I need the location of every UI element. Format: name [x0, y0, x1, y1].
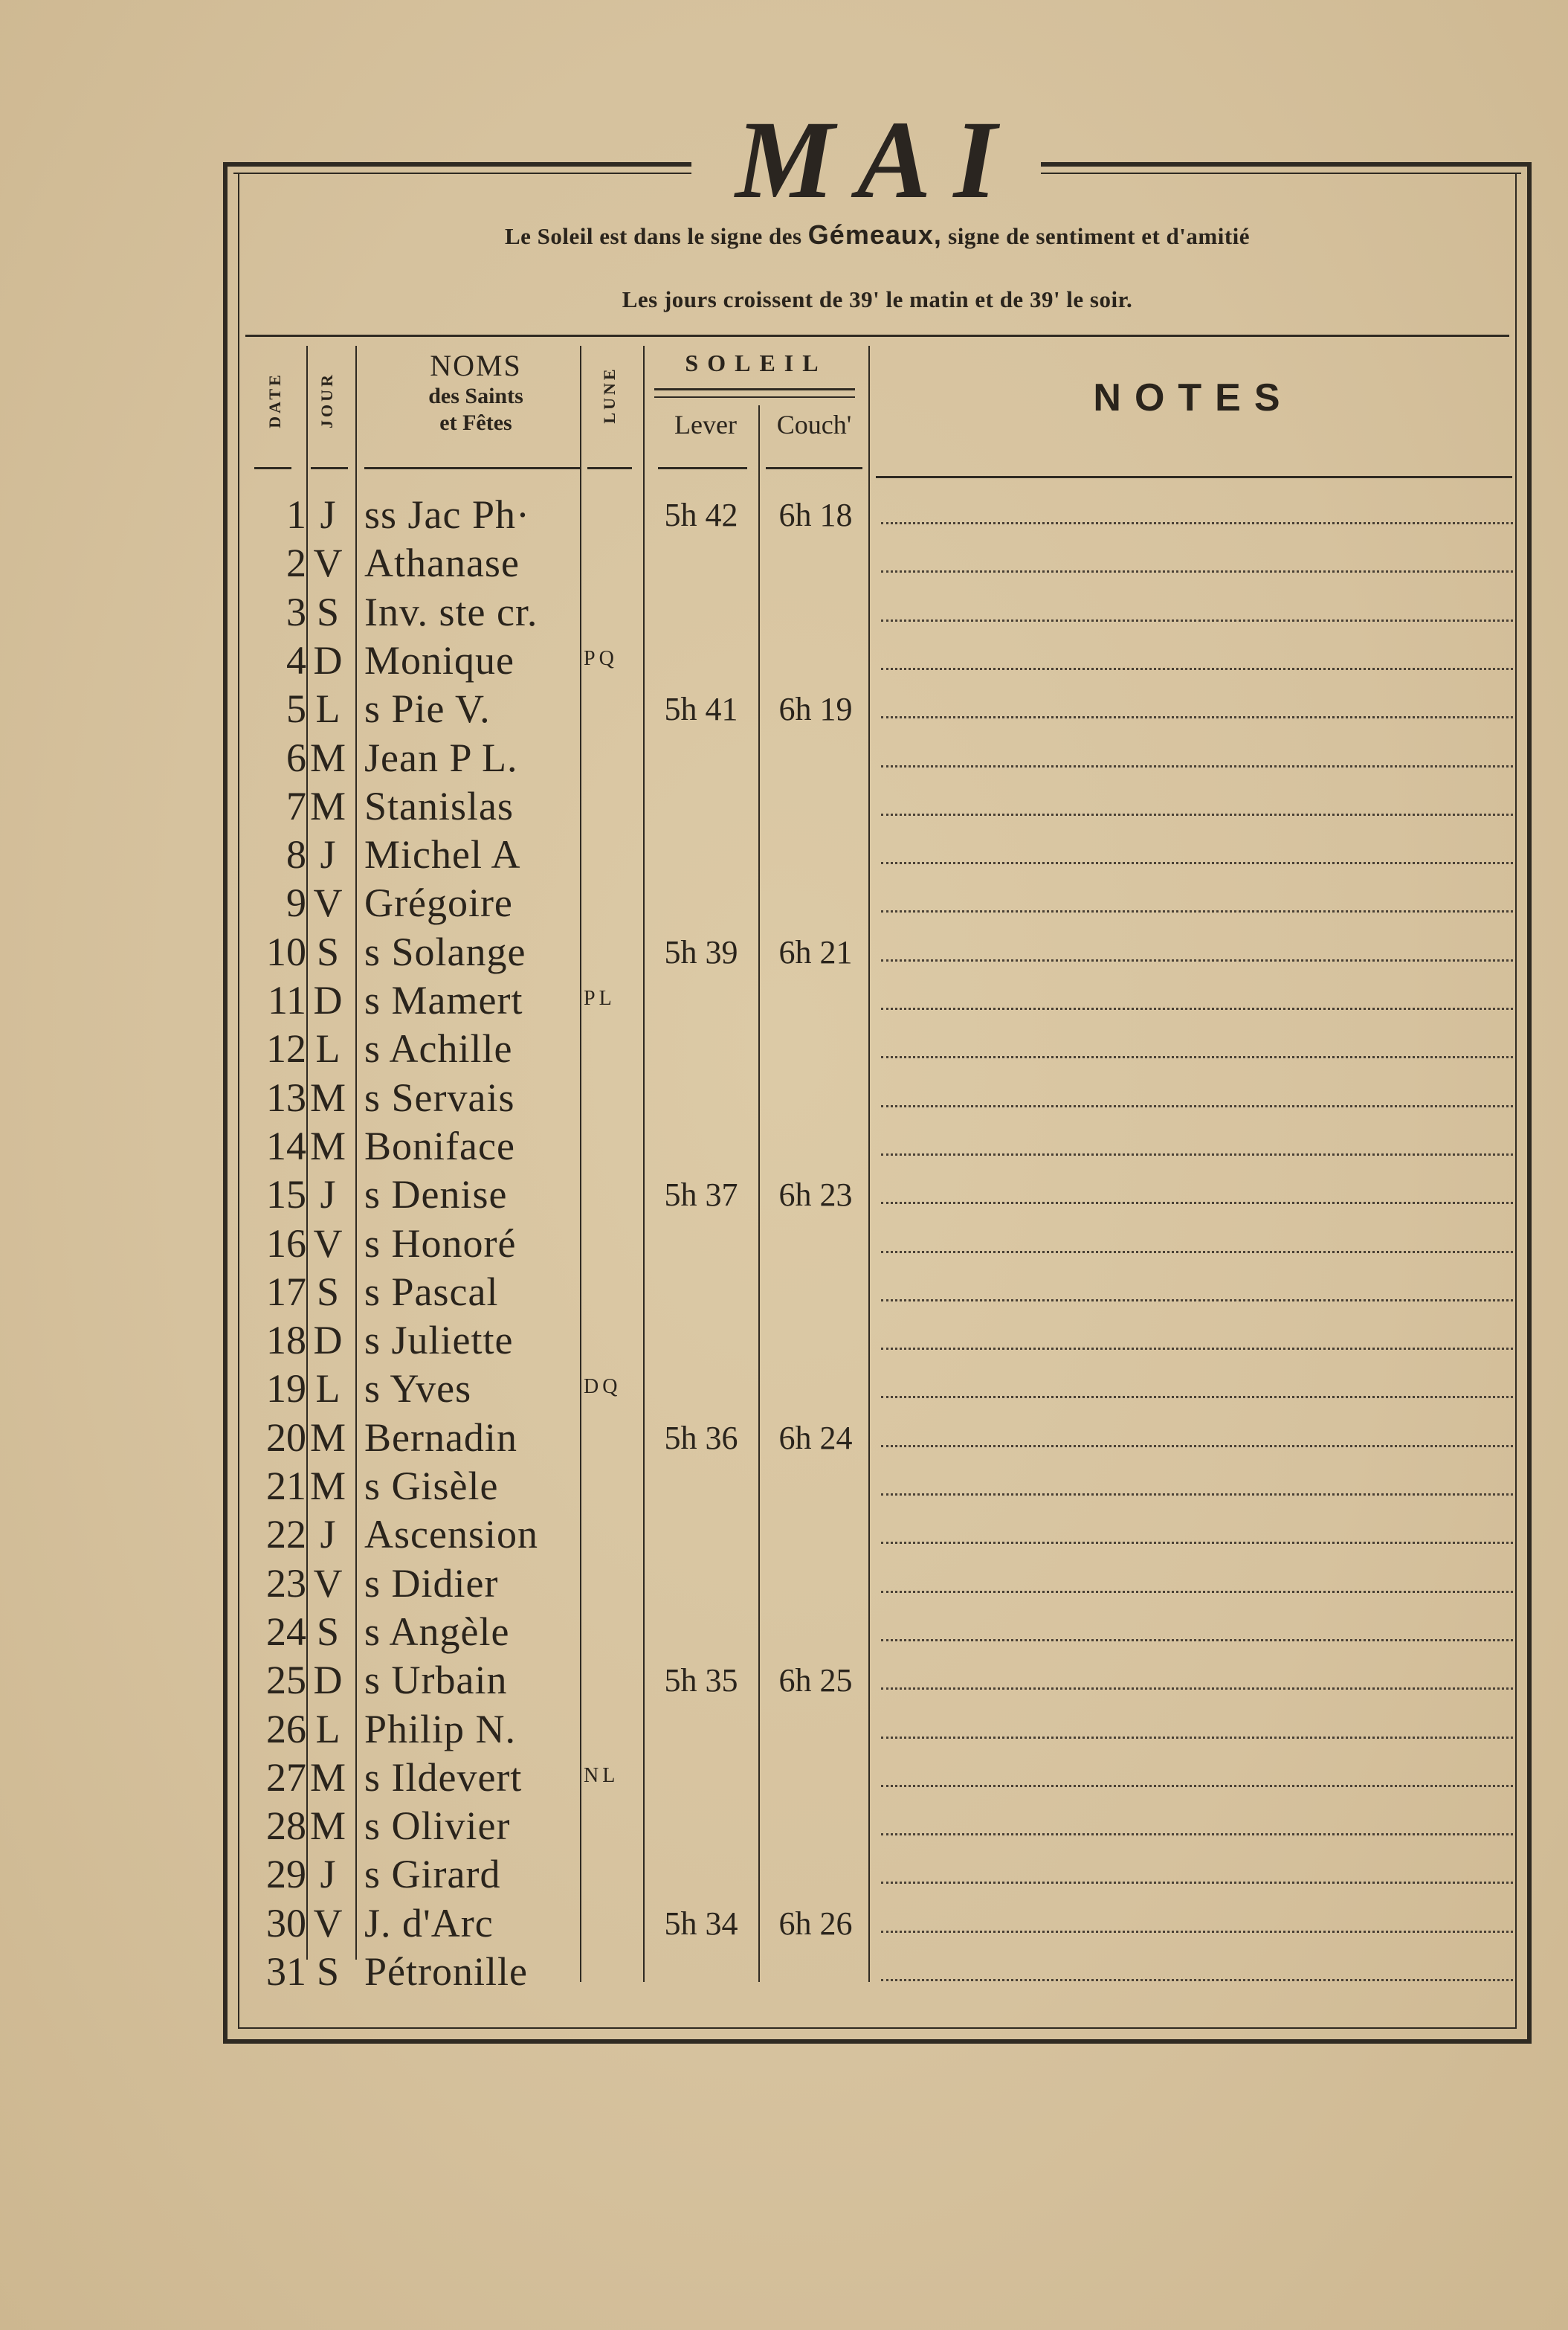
row-jour: S: [316, 1609, 340, 1654]
row-jour: M: [309, 783, 346, 828]
row-lever: 5h 36: [664, 1419, 738, 1456]
row-nom: s Pie V.: [364, 686, 491, 732]
row-nom: s Didier: [364, 1560, 499, 1606]
row-date: 24: [266, 1609, 306, 1654]
table-row: [0, 831, 1568, 879]
row-jour: J: [320, 832, 336, 878]
notes-line[interactable]: [881, 1056, 1513, 1058]
notes-line[interactable]: [881, 1493, 1513, 1496]
row-lune: DQ: [584, 1375, 622, 1399]
header-underline-notes: [876, 476, 1512, 478]
row-lever: 5h 42: [664, 497, 738, 533]
notes-line[interactable]: [881, 1591, 1513, 1593]
notes-line[interactable]: [881, 1445, 1513, 1447]
table-row: [0, 1025, 1568, 1073]
row-nom: s Urbain: [364, 1658, 508, 1703]
row-lever: 5h 41: [664, 691, 738, 728]
row-jour: L: [315, 1706, 341, 1751]
row-nom: s Servais: [364, 1075, 515, 1120]
row-lever: 5h 35: [664, 1662, 738, 1699]
row-jour: J: [320, 492, 336, 537]
row-jour: S: [316, 589, 340, 634]
row-jour: D: [313, 1658, 343, 1703]
row-nom: Stanislas: [364, 783, 514, 828]
table-row: [0, 1656, 1568, 1705]
row-nom: s Denise: [364, 1172, 508, 1217]
table-row: [0, 1608, 1568, 1656]
row-jour: S: [316, 1269, 340, 1314]
table-row: [0, 1754, 1568, 1802]
row-couch: 6h 18: [778, 497, 853, 533]
row-date: 4: [286, 637, 306, 683]
row-nom: Pétronille: [364, 1949, 528, 1994]
row-date: 29: [266, 1852, 306, 1897]
row-date: 31: [266, 1949, 306, 1994]
table-row: [0, 539, 1568, 588]
header-date: DATE: [265, 372, 284, 428]
sun-sign-before: Le Soleil est dans le signe des: [504, 223, 808, 249]
days-grow-line: Les jours croissent de 39' le matin et de 39' le soir.: [622, 286, 1133, 312]
header-noms-line2: des Saints: [428, 384, 523, 409]
row-date: 22: [266, 1512, 306, 1557]
row-nom: Grégoire: [364, 881, 513, 926]
row-jour: D: [313, 637, 343, 683]
notes-line[interactable]: [881, 668, 1513, 670]
header-underline-noms: [364, 467, 580, 469]
table-row: [0, 1220, 1568, 1268]
row-date: 7: [286, 783, 306, 828]
row-nom: J. d'Arc: [364, 1900, 494, 1946]
table-row: [0, 1316, 1568, 1365]
table-row: [0, 1365, 1568, 1413]
sun-sign-line: [312, 219, 1442, 251]
header-noms-line1: NOMS: [430, 349, 522, 382]
table-row: [0, 976, 1568, 1025]
row-date: 6: [286, 735, 306, 780]
notes-line[interactable]: [881, 716, 1513, 718]
table-row: [0, 734, 1568, 782]
row-date: 3: [286, 589, 306, 634]
row-jour: M: [309, 1415, 346, 1460]
row-nom: Philip N.: [364, 1706, 517, 1751]
header-couch: Couch': [776, 410, 852, 440]
row-nom: ss Jac Ph·: [364, 492, 530, 537]
row-nom: Bernadin: [364, 1415, 517, 1460]
header-underline-couch: [766, 467, 862, 469]
row-date: 23: [266, 1560, 306, 1606]
table-row: [0, 1462, 1568, 1510]
header-underline-jour: [311, 467, 348, 469]
notes-line[interactable]: [881, 1299, 1513, 1301]
table-row: [0, 491, 1568, 539]
notes-line[interactable]: [881, 1687, 1513, 1690]
soleil-rule-2: [654, 396, 855, 398]
page-title: MAI: [735, 98, 1019, 222]
row-date: 5: [286, 686, 306, 732]
row-date: 11: [268, 978, 306, 1023]
row-date: 17: [266, 1269, 306, 1314]
row-lever: 5h 39: [664, 933, 738, 971]
header-noms-line3: et Fêtes: [439, 410, 512, 435]
notes-line[interactable]: [881, 862, 1513, 864]
row-date: 15: [266, 1172, 306, 1217]
row-date: 2: [286, 541, 306, 586]
notes-line[interactable]: [881, 522, 1513, 524]
row-lever: 5h 37: [664, 1177, 738, 1214]
row-date: 19: [266, 1366, 306, 1412]
row-jour: J: [320, 1852, 336, 1897]
row-couch: 6h 25: [778, 1662, 853, 1699]
table-row: [0, 1510, 1568, 1559]
row-date: 10: [266, 929, 306, 974]
row-date: 16: [266, 1220, 306, 1266]
row-jour: M: [309, 1754, 346, 1800]
row-jour: V: [313, 1900, 343, 1946]
row-nom: s Girard: [364, 1852, 501, 1897]
header-underline-date: [254, 467, 291, 469]
notes-line[interactable]: [881, 1737, 1513, 1739]
table-row: [0, 1850, 1568, 1899]
row-date: 25: [266, 1658, 306, 1703]
row-couch: 6h 26: [778, 1905, 853, 1942]
table-row: [0, 1802, 1568, 1850]
row-nom: s Achille: [364, 1026, 513, 1072]
table-row: [0, 928, 1568, 976]
notes-line[interactable]: [881, 1105, 1513, 1107]
row-jour: M: [309, 735, 346, 780]
header-jour: JOUR: [317, 372, 336, 428]
row-nom: s Pascal: [364, 1269, 499, 1314]
notes-line[interactable]: [881, 619, 1513, 622]
row-date: 12: [266, 1026, 306, 1072]
row-date: 26: [266, 1706, 306, 1751]
row-nom: s Gisèle: [364, 1464, 499, 1508]
row-jour: D: [313, 978, 343, 1023]
table-row: [0, 1705, 1568, 1754]
row-jour: S: [316, 929, 340, 974]
row-nom: s Solange: [364, 929, 526, 974]
row-nom: s Yves: [364, 1366, 472, 1412]
notes-line[interactable]: [881, 1785, 1513, 1787]
sun-sign-after: signe de sentiment et d'amitié: [941, 223, 1251, 249]
row-date: 18: [266, 1318, 306, 1363]
notes-line[interactable]: [881, 1639, 1513, 1641]
notes-line[interactable]: [881, 570, 1513, 573]
row-couch: 6h 23: [778, 1177, 853, 1214]
table-row: [0, 1074, 1568, 1122]
row-date: 27: [266, 1754, 306, 1800]
notes-line[interactable]: [881, 1833, 1513, 1835]
header-lever: Lever: [674, 410, 737, 440]
table-row: [0, 637, 1568, 685]
row-nom: Michel A: [364, 832, 521, 878]
row-jour: V: [313, 881, 343, 926]
table-row: [0, 1899, 1568, 1948]
row-jour: V: [313, 1220, 343, 1266]
soleil-rule-1: [654, 388, 855, 390]
header-lune: LUNE: [600, 366, 619, 424]
row-nom: Athanase: [364, 541, 520, 586]
table-row: [0, 1948, 1568, 1996]
row-nom: s Angèle: [364, 1609, 510, 1654]
notes-line[interactable]: [881, 1153, 1513, 1156]
table-row: [0, 782, 1568, 831]
row-jour: J: [320, 1172, 336, 1217]
row-nom: Jean P L.: [364, 735, 518, 780]
notes-line[interactable]: [881, 1931, 1513, 1933]
row-lune: PQ: [584, 646, 618, 670]
row-jour: V: [313, 1560, 343, 1606]
notes-line[interactable]: [881, 1396, 1513, 1398]
row-jour: L: [315, 686, 341, 732]
row-nom: s Juliette: [364, 1318, 514, 1363]
table-row: [0, 685, 1568, 733]
notes-line[interactable]: [881, 959, 1513, 962]
row-lever: 5h 34: [664, 1905, 738, 1942]
table-row: [0, 879, 1568, 927]
notes-line[interactable]: [881, 1251, 1513, 1253]
row-jour: L: [315, 1026, 341, 1072]
row-couch: 6h 24: [778, 1419, 853, 1456]
row-date: 1: [286, 492, 306, 537]
table-row: [0, 1268, 1568, 1316]
row-nom: s Mamert: [364, 978, 523, 1023]
notes-line[interactable]: [881, 1882, 1513, 1884]
row-date: 30: [266, 1900, 306, 1946]
header-soleil: SOLEIL: [685, 350, 827, 376]
notes-line[interactable]: [881, 1979, 1513, 1981]
row-nom: s Olivier: [364, 1803, 511, 1849]
row-nom: Boniface: [364, 1123, 515, 1168]
row-jour: M: [309, 1075, 346, 1120]
table-row: [0, 1122, 1568, 1171]
row-jour: V: [313, 541, 343, 586]
row-jour: M: [309, 1123, 346, 1168]
table-row: [0, 1171, 1568, 1219]
row-date: 28: [266, 1803, 306, 1849]
row-date: 21: [266, 1464, 306, 1508]
header-top-rule: [245, 335, 1509, 337]
sun-sign-name: Gémeaux,: [807, 219, 942, 250]
table-row: [0, 588, 1568, 637]
row-jour: D: [313, 1318, 343, 1363]
notes-line[interactable]: [881, 1202, 1513, 1204]
row-date: 13: [266, 1075, 306, 1120]
row-nom: s Ildevert: [364, 1754, 523, 1800]
row-jour: L: [315, 1366, 341, 1412]
notes-line[interactable]: [881, 1008, 1513, 1010]
row-date: 14: [266, 1123, 306, 1168]
row-nom: Ascension: [364, 1512, 538, 1557]
notes-line[interactable]: [881, 910, 1513, 913]
header-underline-lever: [658, 467, 747, 469]
header-underline-lune: [587, 467, 632, 469]
row-jour: J: [320, 1512, 336, 1557]
row-nom: Inv. ste cr.: [364, 589, 538, 634]
notes-line[interactable]: [881, 1348, 1513, 1350]
row-couch: 6h 21: [778, 933, 853, 971]
row-nom: Monique: [364, 637, 514, 683]
row-date: 8: [286, 832, 306, 878]
notes-line[interactable]: [881, 814, 1513, 816]
row-date: 20: [266, 1415, 306, 1460]
notes-line[interactable]: [881, 1542, 1513, 1544]
row-jour: M: [309, 1464, 346, 1508]
notes-line[interactable]: [881, 765, 1513, 767]
row-jour: S: [316, 1949, 340, 1994]
header-noms: [364, 348, 587, 436]
table-row: [0, 1560, 1568, 1608]
row-lune: NL: [584, 1763, 619, 1787]
header-notes: NOTES: [1093, 376, 1294, 419]
row-couch: 6h 19: [778, 691, 853, 728]
row-jour: M: [309, 1803, 346, 1849]
row-nom: s Honoré: [364, 1220, 517, 1266]
table-row: [0, 1414, 1568, 1462]
row-date: 9: [286, 881, 306, 926]
row-lune: PL: [584, 987, 616, 1010]
